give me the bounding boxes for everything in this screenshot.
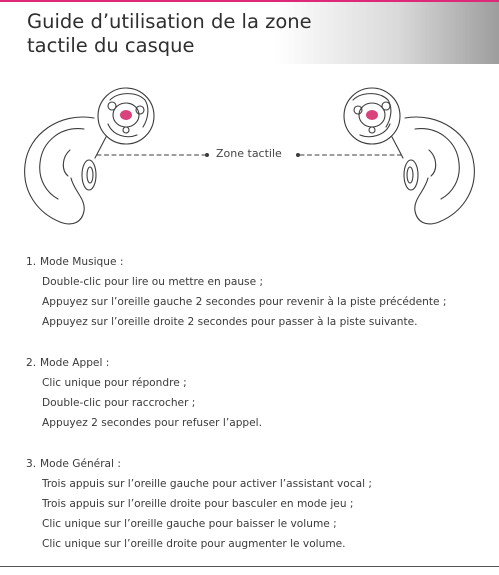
right-earbud-icon	[404, 160, 418, 190]
section-general-mode	[26, 454, 496, 554]
right-magnifier-icon	[344, 88, 403, 158]
section-call-mode	[26, 353, 496, 433]
section-heading	[26, 353, 496, 373]
section-heading	[26, 454, 496, 474]
left-ear-icon	[25, 117, 94, 224]
instruction-item: Clic unique pour répondre ;	[42, 377, 187, 389]
section-title: Mode Appel :	[40, 357, 110, 369]
instruction-item: Appuyez sur l’oreille droite 2 secondes pour passer à la piste suivante.	[42, 316, 418, 328]
right-touch-zone-dot	[366, 110, 378, 120]
left-touch-zone-dot	[120, 110, 132, 120]
section-number: 2.	[26, 357, 37, 369]
instruction-item: Trois appuis sur l’oreille droite pour basculer en mode jeu ;	[42, 498, 354, 510]
left-leader-dot	[205, 153, 209, 157]
section-heading	[26, 252, 496, 272]
left-magnifier-icon	[95, 88, 154, 158]
touch-zone-label: Zone tactile	[216, 147, 282, 160]
section-title: Mode Musique :	[40, 256, 124, 268]
instruction-item: Trois appuis sur l’oreille gauche pour activer l’assistant vocal ;	[42, 478, 372, 490]
right-ear-icon	[405, 117, 474, 224]
title-line-1: Guide d’utilisation de la zone	[27, 10, 312, 33]
instruction-item: Double-clic pour raccrocher ;	[42, 397, 196, 409]
title-line-2: tactile du casque	[27, 34, 195, 57]
right-leader-dot	[296, 153, 300, 157]
section-music-mode	[26, 252, 496, 332]
instruction-item: Clic unique sur l’oreille droite pour augmenter le volume.	[42, 538, 346, 550]
section-number: 3.	[26, 458, 37, 470]
instruction-item: Appuyez sur l’oreille gauche 2 secondes pour revenir à la piste précédente ;	[42, 296, 447, 308]
instruction-item: Clic unique sur l’oreille gauche pour baisser le volume ;	[42, 518, 337, 530]
instruction-item: Appuyez 2 secondes pour refuser l’appel.	[42, 417, 262, 429]
section-number: 1.	[26, 256, 37, 268]
instruction-sections	[26, 252, 496, 575]
left-earbud-icon	[82, 160, 96, 190]
instruction-item: Double-clic pour lire ou mettre en pause ;	[42, 276, 264, 288]
page-title	[27, 10, 312, 58]
section-title: Mode Général :	[40, 458, 121, 470]
